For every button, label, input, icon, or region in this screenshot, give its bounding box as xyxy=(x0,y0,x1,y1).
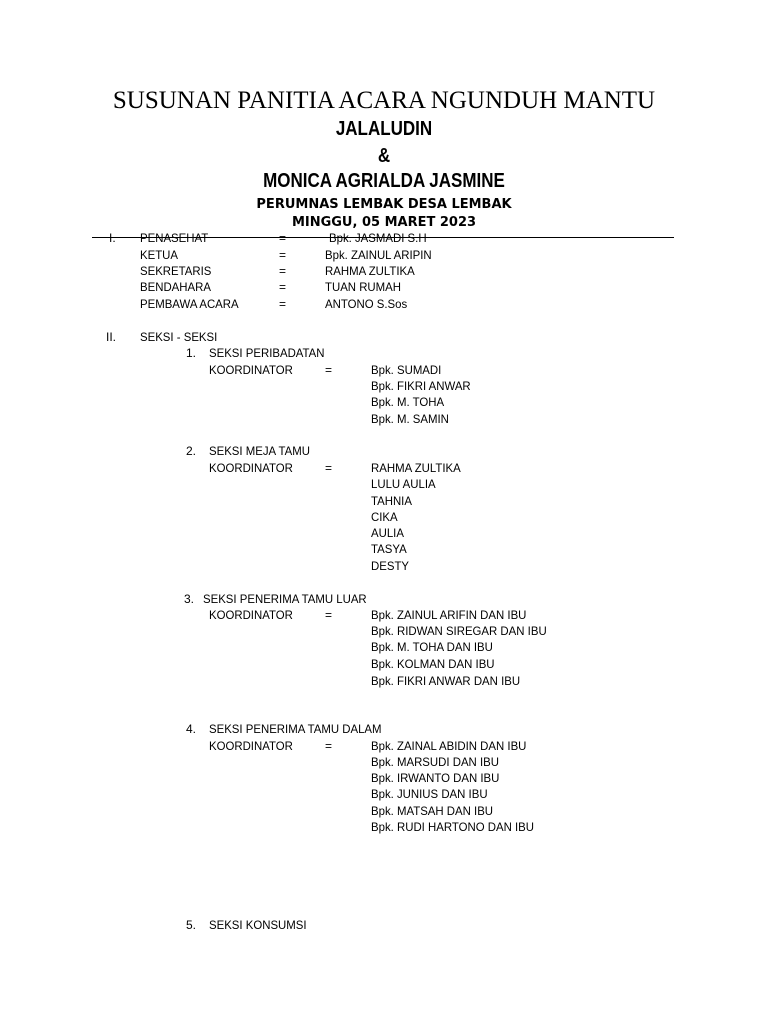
bride-name: MONICA AGRIALDA JASMINE xyxy=(263,170,505,192)
seksi-number: 5. xyxy=(186,918,197,932)
member-name: DESTY xyxy=(371,559,410,573)
role-label: PENASEHAT xyxy=(140,231,209,245)
member-name: LULU AULIA xyxy=(371,477,436,491)
equals-sign: = xyxy=(325,608,333,622)
coordinator-label: KOORDINATOR xyxy=(209,363,293,377)
member-name: TASYA xyxy=(371,542,407,556)
section-title: SEKSI - SEKSI xyxy=(140,330,218,344)
member-name: TAHNIA xyxy=(371,494,412,508)
event-location: PERUMNAS LEMBAK DESA LEMBAK xyxy=(256,197,512,212)
member-name: Bpk. RUDI HARTONO DAN IBU xyxy=(371,820,535,834)
equals-sign: = xyxy=(279,248,287,262)
equals-sign: = xyxy=(279,280,287,294)
member-name: AULIA xyxy=(371,526,404,540)
seksi-number: 2. xyxy=(186,444,197,458)
member-name: Bpk. M. TOHA DAN IBU xyxy=(371,640,493,654)
member-name: Bpk. MARSUDI DAN IBU xyxy=(371,755,499,769)
role-label: PEMBAWA ACARA xyxy=(140,297,239,311)
member-name: RAHMA ZULTIKA xyxy=(371,461,461,475)
member-name: TUAN RUMAH xyxy=(325,280,401,294)
seksi-number: 1. xyxy=(186,346,197,360)
member-name: Bpk. MATSAH DAN IBU xyxy=(371,804,494,818)
event-date: MINGGU, 05 MARET 2023 xyxy=(291,215,477,230)
member-name: Bpk. FIKRI ANWAR DAN IBU xyxy=(371,674,521,688)
seksi-title: SEKSI PENERIMA TAMU DALAM xyxy=(209,722,382,736)
member-name: Bpk. RIDWAN SIREGAR DAN IBU xyxy=(371,624,547,638)
seksi-number: 3. xyxy=(184,592,195,606)
member-name: Bpk. SUMADI xyxy=(371,363,442,377)
member-name: Bpk. IRWANTO DAN IBU xyxy=(371,771,500,785)
member-name: Bpk. ZAINAL ABIDIN DAN IBU xyxy=(371,739,527,753)
member-name: Bpk. M. TOHA xyxy=(371,395,445,409)
role-label: BENDAHARA xyxy=(140,280,211,294)
equals-sign: = xyxy=(279,264,287,278)
ampersand: & xyxy=(377,145,391,167)
coordinator-label: KOORDINATOR xyxy=(209,739,293,753)
member-name: Bpk. KOLMAN DAN IBU xyxy=(371,657,495,671)
section-number: I. xyxy=(109,231,116,245)
member-name: Bpk. FIKRI ANWAR xyxy=(371,379,471,393)
member-name: CIKA xyxy=(371,510,398,524)
equals-sign: = xyxy=(325,461,333,475)
seksi-title: SEKSI MEJA TAMU xyxy=(209,444,310,458)
member-name: Bpk. JASMADI S.H xyxy=(329,231,427,245)
seksi-title: SEKSI PERIBADATAN xyxy=(209,346,325,360)
role-label: SEKRETARIS xyxy=(140,264,212,278)
member-name: ANTONO S.Sos xyxy=(325,297,408,311)
equals-sign: = xyxy=(325,739,333,753)
seksi-number: 4. xyxy=(186,722,197,736)
groom-name: JALALUDIN xyxy=(335,118,433,140)
coordinator-label: KOORDINATOR xyxy=(209,608,293,622)
coordinator-label: KOORDINATOR xyxy=(209,461,293,475)
member-name: Bpk. ZAINUL ARIPIN xyxy=(325,248,432,262)
section-number: II. xyxy=(106,330,117,344)
equals-sign: = xyxy=(325,363,333,377)
member-name: RAHMA ZULTIKA xyxy=(325,264,415,278)
equals-sign: = xyxy=(279,297,287,311)
member-name: Bpk. M. SAMIN xyxy=(371,412,449,426)
role-label: KETUA xyxy=(140,248,179,262)
seksi-title: SEKSI KONSUMSI xyxy=(209,918,307,932)
seksi-title: SEKSI PENERIMA TAMU LUAR xyxy=(203,592,367,606)
equals-sign: = xyxy=(279,231,287,245)
document-title: SUSUNAN PANITIA ACARA NGUNDUH MANTU xyxy=(112,87,656,114)
member-name: Bpk. JUNIUS DAN IBU xyxy=(371,787,488,801)
member-name: Bpk. ZAINUL ARIFIN DAN IBU xyxy=(371,608,527,622)
